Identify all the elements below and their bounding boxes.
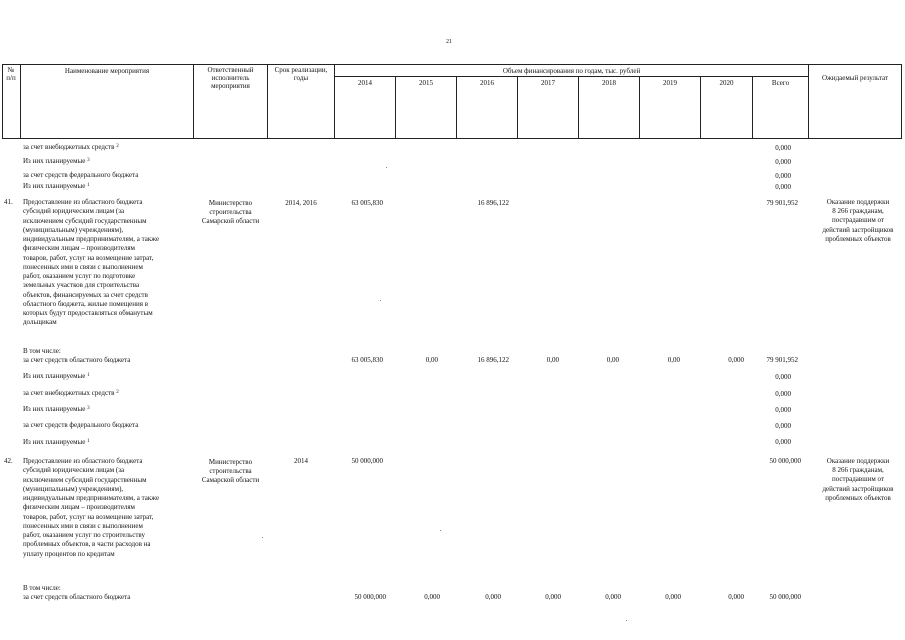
scan-speck	[380, 300, 381, 301]
scan-speck	[262, 537, 263, 538]
budget-2018: 0,00	[606, 356, 619, 364]
total-value: 79 901,952	[766, 199, 798, 207]
list-item: Из них планируемые $^1$	[23, 438, 90, 446]
budget-row-label: за счет средств областного бюджета	[23, 356, 131, 364]
scan-speck	[626, 620, 627, 621]
list-item: Из них планируемые $^1$	[23, 372, 90, 380]
value-2014: 50 000,000	[351, 457, 383, 465]
total-value: 0,000	[775, 144, 791, 152]
total-value: 0,000	[775, 183, 791, 191]
header-volume: Объем финансирования по годам, тыс. рублей	[502, 67, 641, 75]
total-value: 0,000	[775, 422, 791, 430]
header-total: Всего	[771, 79, 790, 87]
total-value: 0,000	[775, 390, 791, 398]
budget-2017: 0,00	[546, 356, 559, 364]
item-term: 2014	[294, 457, 308, 465]
item-result: Оказание поддержки 8 266 гражданам, пострадавшим от действий застройщиков проблемных объектов	[822, 457, 894, 502]
total-value: 0,000	[775, 438, 791, 446]
list-item: Из них планируемые $^3$	[23, 157, 90, 165]
item-number: 41.	[4, 198, 13, 206]
header-year-2017: 2017	[541, 79, 555, 87]
header-year-2015: 2015	[419, 79, 433, 87]
budget-2016: 16 896,122	[477, 356, 509, 364]
item-result: Оказание поддержки 8 266 гражданам, пострадавшим от действий застройщиков проблемных объектов	[822, 198, 894, 243]
list-item: Из них планируемые $^1$	[23, 182, 90, 190]
header-num: № п/п	[6, 66, 16, 82]
item-description: Предоставление из областного бюджета субсидий юридическим лицам (за исключением субсидий государственным (муниципальным) учреждениям), индивидуальным предпринимателям, а также физическим лицам – производителям товаров, работ, услуг на возмещение затрат, понесенных ими в связи с выполнением работ, оказанием услуг по строительству проблемных объектов, в части расходов на уплату процентов по кредитам	[23, 457, 160, 558]
included-label: В том числе:	[23, 347, 61, 355]
total-value: 0,000	[775, 158, 791, 166]
total-value: 0,000	[775, 406, 791, 414]
header-year-2018: 2018	[602, 79, 616, 87]
value-2016: 16 896,122	[477, 199, 509, 207]
page-number: 21	[446, 39, 452, 45]
header-term: Срок реализации, годы	[274, 66, 328, 82]
budget-2014: 50 000,000	[354, 593, 386, 601]
budget-2016: 0,000	[485, 593, 501, 601]
budget-row-label: за счет средств областного бюджета	[23, 593, 131, 601]
budget-2015: 0,000	[424, 593, 440, 601]
item-executor: Министерство строительства Самарской области	[201, 458, 260, 485]
budget-2018: 0,000	[605, 593, 621, 601]
budget-2020: 0,000	[728, 593, 744, 601]
budget-total: 50 000,000	[769, 593, 801, 601]
item-executor: Министерство строительства Самарской области	[201, 199, 260, 226]
total-value: 50 000,000	[769, 457, 801, 465]
scan-speck	[386, 167, 387, 168]
item-description: Предоставление из областного бюджета субсидий юридическим лицам (за исключением субсидий государственным (муниципальным) учреждениям), индивидуальным предпринимателям, а также физическим лицам – производителям товаров, работ, услуг на возмещение затрат, понесенных ими в связи с выполнением работ, оказанием услуг по подготовке земельных участков для строительства объектов, финансируемых за счет средств областного бюджета, жилые помещения в которых будут предоставляться обманутым дольщикам	[23, 198, 160, 327]
value-2014: 63 005,830	[351, 199, 383, 207]
list-item: за счет внебюджетных средств $^2$	[23, 143, 119, 151]
list-item: за счет внебюджетных средств $^2$	[23, 389, 119, 397]
list-item: за счет средств федерального бюджета	[23, 171, 139, 179]
budget-2019: 0,000	[665, 593, 681, 601]
budget-2017: 0,000	[545, 593, 561, 601]
header-year-2014: 2014	[358, 79, 372, 87]
header-year-2016: 2016	[480, 79, 494, 87]
header-year-2020: 2020	[719, 79, 734, 87]
list-item: Из них планируемые $^3$	[23, 405, 90, 413]
budget-2014: 63 005,830	[351, 356, 383, 364]
included-label: В том числе:	[23, 584, 61, 592]
header-name: Наименование мероприятия	[64, 67, 150, 75]
item-term: 2014, 2016	[285, 199, 317, 207]
table-header	[0, 64, 905, 139]
budget-2019: 0,00	[667, 356, 680, 364]
header-year-2019: 2019	[663, 79, 677, 87]
total-value: 0,000	[775, 373, 791, 381]
item-number: 42.	[4, 457, 13, 465]
budget-2015: 0,00	[425, 356, 438, 364]
budget-2020: 0,000	[728, 356, 744, 364]
total-value: 0,000	[775, 172, 791, 180]
header-result: Ожидаемый результат	[821, 74, 889, 82]
header-executor: Ответственный исполнитель мероприятия	[207, 66, 254, 90]
budget-total: 79 901,952	[766, 356, 798, 364]
scan-speck	[440, 530, 441, 531]
list-item: за счет средств федерального бюджета	[23, 421, 139, 429]
